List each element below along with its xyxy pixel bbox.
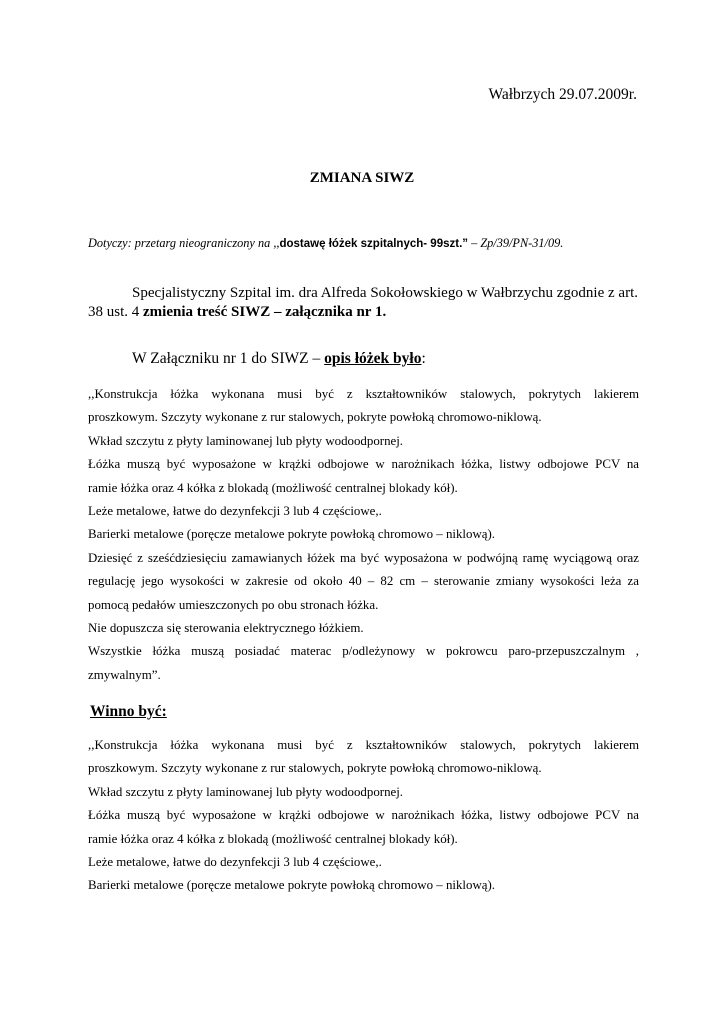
intro-bold-text: zmienia treść SIWZ – załącznika nr 1. [143,304,387,320]
text-line: Wszystkie łóżka muszą posiadać materac p/odleżynowy w pokrowcu paro-przepuszczalnym , [88,644,639,659]
section-should-body [88,734,639,898]
text-line: Barierki metalowe (poręcze metalowe pokryte powłoką chromowo – niklową). [88,878,495,893]
text-line: Leże metalowe, łatwe do dezynfekcji 3 lub 4 częściowe,. [88,855,382,870]
intro-text: Specjalistyczny Szpital im. dra Alfreda Sokołowskiego w Wałbrzychu zgodnie z art. 38 ust. 4 [88,285,638,320]
text-line: Wkład szczytu z płyty laminowanej lub płyty wodoodpornej. [88,433,404,448]
text-line: ,,Konstrukcja łóżka wykonana musi być z kształtowników stalowych, pokrytych lakierem [88,387,639,401]
section-was-prefix: W Załączniku nr 1 do SIWZ – [132,350,325,367]
text-line: ramie łóżka oraz 4 kółka z blokadą (możliwość centralnej blokady kół). [88,480,458,495]
text-line: proszkowym. Szczyty wykonane z rur stalowych, pokryte powłoką chromowo-niklową. [88,761,542,776]
text-line: Wkład szczytu z płyty laminowanej lub płyty wodoodpornej. [88,784,404,799]
document-date: Wałbrzych 29.07.2009r. [488,86,637,103]
text-line: zmywalnym”. [88,667,161,682]
concerns-prefix: Dotyczy: przetarg nieograniczony na ,, [88,236,280,250]
text-line: Barierki metalowe (poręcze metalowe pokryte powłoką chromowo – niklową). [88,527,495,542]
section-should-heading: Winno być: [90,703,167,720]
concerns-suffix: – Zp/39/PN-31/09. [468,236,564,250]
text-line: regulację jego wysokości w zakresie od około 40 – 82 cm – sterowanie zmiany wysokości leża za [88,574,639,589]
section-was-body [88,383,639,687]
section-was-heading [88,350,426,368]
text-line: Dziesięć z sześćdziesięciu zamawianych łóżek ma być wyposażona w podwójną ramę wyciągową oraz [88,550,639,565]
concerns-subject: dostawę łóżek szpitalnych- 99szt.” [279,238,469,250]
text-line: Łóżka muszą być wyposażone w krążki odbojowe w narożnikach łóżka, listwy odbojowe PCV na [88,808,639,823]
section-was-suffix: : [421,350,426,367]
text-line: pomocą pedałów umieszczonych po obu stronach łóżka. [88,597,379,612]
section-was-label: opis łóżek było [324,350,422,367]
intro-paragraph [88,284,638,322]
text-line: ,,Konstrukcja łóżka wykonana musi być z kształtowników stalowych, pokrytych lakierem [88,738,639,752]
concerns-line [88,236,563,251]
text-line: Nie dopuszcza się sterowania elektrycznego łóżkiem. [88,621,364,636]
text-line: Łóżka muszą być wyposażone w krążki odbojowe w narożnikach łóżka, listwy odbojowe PCV na [88,457,639,472]
text-line: Leże metalowe, łatwe do dezynfekcji 3 lub 4 częściowe,. [88,504,382,519]
text-line: proszkowym. Szczyty wykonane z rur stalowych, pokryte powłoką chromowo-niklową. [88,410,542,425]
text-line: ramie łóżka oraz 4 kółka z blokadą (możliwość centralnej blokady kół). [88,831,458,846]
document-title: ZMIANA SIWZ [309,170,415,186]
